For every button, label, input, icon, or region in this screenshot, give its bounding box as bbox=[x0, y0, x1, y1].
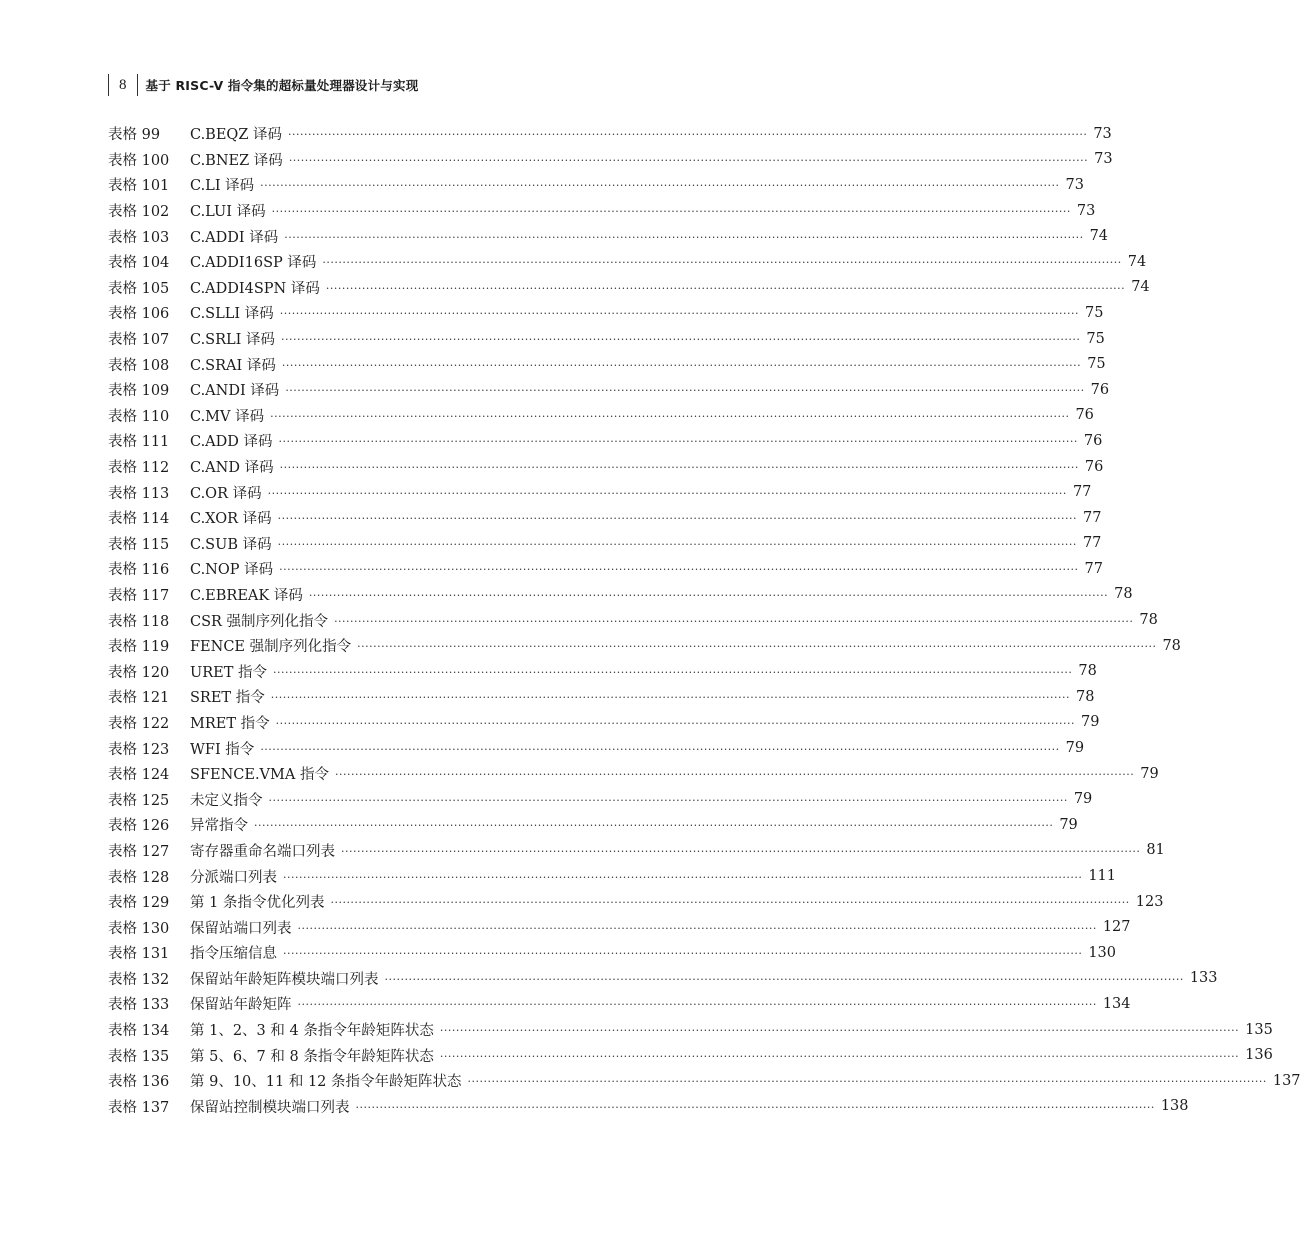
toc-entry-label: 表格 110 bbox=[108, 408, 170, 425]
toc-entry bbox=[108, 633, 1181, 659]
toc-entry-page: 136 bbox=[1245, 1047, 1273, 1064]
toc-entry-title: 保留站端口列表 bbox=[190, 920, 292, 937]
toc-entry-label: 表格 103 bbox=[108, 229, 170, 246]
dot-leader: ········································································································································································································ bbox=[355, 1100, 1155, 1114]
toc-entry-page: 76 bbox=[1083, 432, 1103, 449]
toc-entry-title: 保留站控制模块端口列表 bbox=[190, 1099, 350, 1116]
toc-entry-page: 76 bbox=[1084, 458, 1104, 475]
toc-entry-title: C.LUI 译码 bbox=[190, 204, 266, 221]
toc-entry-title: WFI 指令 bbox=[190, 741, 255, 758]
toc-entry-title: 第 1、2、3 和 4 条指令年龄矩阵状态 bbox=[190, 1023, 434, 1040]
dot-leader: ········································································································································································································ bbox=[283, 870, 1083, 884]
toc-entry bbox=[108, 198, 1096, 224]
toc-entry-label: 表格 100 bbox=[108, 152, 170, 169]
toc-entry-title: 指令压缩信息 bbox=[190, 946, 277, 963]
book-title: 基于 RISC-V 指令集的超标量处理器设计与实现 bbox=[145, 78, 419, 93]
toc-entry-title: C.SRAI 译码 bbox=[190, 357, 276, 374]
dot-leader: ········································································································································································································ bbox=[279, 563, 1079, 577]
toc-entry bbox=[108, 275, 1150, 301]
toc-entry-title: SRET 指令 bbox=[190, 690, 265, 707]
toc-entry-title: 异常指令 bbox=[190, 818, 248, 835]
header-rule-right bbox=[137, 74, 138, 96]
toc-entry-page: 79 bbox=[1140, 765, 1159, 782]
toc-entry-label: 表格 108 bbox=[108, 357, 170, 374]
toc-entry-title: C.NOP 译码 bbox=[190, 562, 274, 579]
toc-entry-page: 73 bbox=[1093, 125, 1112, 142]
toc-entry-label: 表格 105 bbox=[108, 280, 170, 297]
toc-entry-label: 表格 123 bbox=[108, 741, 170, 758]
toc-entry-title: C.XOR 译码 bbox=[190, 511, 272, 528]
toc-entry-label: 表格 134 bbox=[108, 1023, 170, 1040]
toc-entry-title: C.ADDI4SPN 译码 bbox=[190, 280, 320, 297]
toc-entry bbox=[108, 582, 1133, 608]
toc-entry-page: 74 bbox=[1127, 253, 1147, 270]
toc-entry bbox=[108, 607, 1158, 633]
toc-entry-page: 78 bbox=[1114, 586, 1133, 603]
toc-entry-label: 表格 119 bbox=[108, 639, 170, 656]
toc-entry-label: 表格 129 bbox=[108, 895, 170, 912]
dot-leader: ········································································································································································································ bbox=[322, 256, 1122, 270]
toc-entry-label: 表格 132 bbox=[108, 971, 170, 988]
toc-entry-label: 表格 114 bbox=[108, 511, 170, 528]
toc-entry bbox=[108, 812, 1078, 838]
toc-entry-label: 表格 118 bbox=[108, 613, 170, 630]
toc-entry-page: 73 bbox=[1065, 176, 1084, 193]
toc-entry-page: 130 bbox=[1088, 944, 1117, 961]
toc-entry bbox=[108, 1094, 1189, 1120]
toc-entry bbox=[108, 735, 1085, 761]
toc-entry-page: 79 bbox=[1065, 740, 1085, 757]
dot-leader: ········································································································································································································ bbox=[260, 742, 1060, 756]
dot-leader: ········································································································································································································ bbox=[334, 614, 1134, 628]
dot-leader: ········································································································································································································ bbox=[281, 358, 1082, 372]
toc-entry-label: 表格 137 bbox=[108, 1099, 170, 1116]
toc-entry-page: 77 bbox=[1084, 560, 1103, 577]
toc-entry-title: C.ADD 译码 bbox=[190, 434, 273, 451]
toc-entry-title: C.BEQZ 译码 bbox=[190, 127, 282, 144]
dot-leader: ········································································································································································································ bbox=[277, 537, 1077, 551]
toc-entry bbox=[108, 428, 1103, 454]
toc-entry-title: CSR 强制序列化指令 bbox=[190, 613, 329, 630]
toc-entry-page: 73 bbox=[1076, 202, 1096, 219]
toc-entry-page: 75 bbox=[1085, 304, 1104, 321]
toc-entry bbox=[108, 1068, 1301, 1094]
toc-entry-label: 表格 111 bbox=[108, 434, 170, 451]
toc-entry-title: 第 5、6、7 和 8 条指令年龄矩阵状态 bbox=[190, 1048, 434, 1065]
dot-leader: ········································································································································································································ bbox=[439, 1024, 1240, 1038]
toc-entry-title: 第 1 条指令优化列表 bbox=[190, 895, 325, 912]
toc-entry-title: 保留站年龄矩阵 bbox=[190, 997, 292, 1014]
toc-entry-page: 79 bbox=[1080, 714, 1100, 731]
toc-entry-label: 表格 116 bbox=[108, 562, 170, 579]
toc-entry-title: C.LI 译码 bbox=[190, 178, 255, 195]
toc-entry-page: 78 bbox=[1078, 663, 1097, 680]
dot-leader: ········································································································································································································ bbox=[279, 307, 1080, 321]
toc-entry-title: C.SLLI 译码 bbox=[190, 306, 274, 323]
toc-entry-label: 表格 107 bbox=[108, 332, 170, 349]
toc-entry-title: C.OR 译码 bbox=[190, 485, 262, 502]
toc-entry bbox=[108, 172, 1084, 198]
toc-entry-page: 81 bbox=[1146, 842, 1165, 859]
toc-entry-label: 表格 109 bbox=[108, 383, 170, 400]
toc-entry-page: 134 bbox=[1102, 995, 1131, 1012]
toc-entry bbox=[108, 761, 1159, 787]
toc-entry-title: MRET 指令 bbox=[190, 715, 270, 732]
toc-entry-page: 127 bbox=[1102, 919, 1131, 936]
toc-entry-label: 表格 117 bbox=[108, 587, 170, 604]
header-rule-left bbox=[108, 74, 109, 96]
toc-entry bbox=[108, 249, 1147, 275]
dot-leader: ········································································································································································································ bbox=[325, 281, 1126, 295]
dot-leader: ········································································································································································································ bbox=[384, 972, 1184, 986]
toc-entry bbox=[108, 1017, 1273, 1043]
toc-entry bbox=[108, 710, 1100, 736]
toc-entry bbox=[108, 940, 1117, 966]
dot-leader: ········································································································································································································ bbox=[279, 461, 1079, 475]
toc-entry-label: 表格 104 bbox=[108, 255, 170, 272]
toc-entry bbox=[108, 147, 1113, 173]
toc-entry-page: 137 bbox=[1272, 1072, 1301, 1089]
toc-entry-page: 133 bbox=[1189, 970, 1218, 987]
toc-entry-page: 111 bbox=[1088, 868, 1117, 885]
toc-entry-label: 表格 106 bbox=[108, 306, 170, 323]
dot-leader: ········································································································································································································ bbox=[277, 512, 1077, 526]
toc-entry-label: 表格 101 bbox=[108, 178, 170, 195]
toc-entry-label: 表格 136 bbox=[108, 1074, 170, 1091]
toc-entry bbox=[108, 914, 1131, 940]
toc-entry-label: 表格 127 bbox=[108, 843, 170, 860]
toc-entry-label: 表格 121 bbox=[108, 690, 170, 707]
toc-entry bbox=[108, 403, 1094, 429]
toc-entry-title: C.EBREAK 译码 bbox=[190, 587, 303, 604]
toc-entry bbox=[108, 658, 1097, 684]
toc-entry-label: 表格 112 bbox=[108, 460, 170, 477]
toc-entry bbox=[108, 966, 1218, 992]
toc-entry-page: 77 bbox=[1082, 535, 1102, 552]
dot-leader: ········································································································································································································ bbox=[281, 333, 1081, 347]
toc-entry-page: 73 bbox=[1094, 151, 1113, 168]
toc-entry bbox=[108, 556, 1103, 582]
toc-entry bbox=[108, 300, 1104, 326]
toc-entry-page: 74 bbox=[1089, 228, 1109, 245]
dot-leader: ········································································································································································································ bbox=[273, 665, 1073, 679]
toc-entry-title: C.BNEZ 译码 bbox=[190, 152, 283, 169]
dot-leader: ········································································································································································································ bbox=[439, 1049, 1240, 1063]
toc-entry-title: 分派端口列表 bbox=[190, 869, 277, 886]
toc-entry bbox=[108, 889, 1164, 915]
toc-entry-page: 77 bbox=[1083, 509, 1102, 526]
dot-leader: ········································································································································································································ bbox=[268, 793, 1068, 807]
toc-entry bbox=[108, 863, 1117, 889]
toc-entry bbox=[108, 684, 1095, 710]
toc-entry-title: C.ADDI 译码 bbox=[190, 229, 279, 246]
toc-entry-title: C.MV 译码 bbox=[190, 408, 265, 425]
table-of-tables bbox=[108, 121, 1301, 1119]
toc-entry-label: 表格 99 bbox=[108, 127, 161, 144]
running-header bbox=[108, 72, 418, 98]
toc-entry-label: 表格 102 bbox=[108, 204, 170, 221]
toc-entry-title: URET 指令 bbox=[190, 664, 268, 681]
toc-entry-page: 123 bbox=[1135, 893, 1164, 910]
toc-entry-page: 77 bbox=[1072, 484, 1092, 501]
dot-leader: ········································································································································································································ bbox=[254, 819, 1054, 833]
dot-leader: ········································································································································································································ bbox=[270, 691, 1071, 705]
toc-entry-title: C.ADDI16SP 译码 bbox=[190, 255, 317, 272]
toc-entry-title: C.SRLI 译码 bbox=[190, 332, 276, 349]
toc-entry-page: 74 bbox=[1131, 279, 1150, 296]
dot-leader: ········································································································································································································ bbox=[270, 409, 1070, 423]
toc-entry bbox=[108, 531, 1102, 557]
toc-entry bbox=[108, 505, 1102, 531]
toc-entry-label: 表格 120 bbox=[108, 664, 170, 681]
toc-entry-label: 表格 126 bbox=[108, 818, 170, 835]
toc-entry-page: 135 bbox=[1245, 1021, 1273, 1038]
toc-entry bbox=[108, 838, 1165, 864]
toc-entry bbox=[108, 377, 1110, 403]
toc-entry-page: 78 bbox=[1076, 688, 1095, 705]
toc-entry-title: 未定义指令 bbox=[190, 792, 263, 809]
toc-entry-label: 表格 133 bbox=[108, 997, 170, 1014]
dot-leader: ········································································································································································································ bbox=[288, 153, 1089, 167]
toc-entry-title: C.ANDI 译码 bbox=[190, 383, 280, 400]
dot-leader: ········································································································································································································ bbox=[297, 998, 1097, 1012]
dot-leader: ········································································································································································································ bbox=[288, 128, 1088, 142]
toc-entry-title: C.SUB 译码 bbox=[190, 536, 272, 553]
toc-entry-label: 表格 135 bbox=[108, 1048, 170, 1065]
dot-leader: ········································································································································································································ bbox=[285, 384, 1085, 398]
toc-entry-label: 表格 128 bbox=[108, 869, 170, 886]
toc-entry bbox=[108, 121, 1112, 147]
dot-leader: ········································································································································································································ bbox=[341, 844, 1141, 858]
toc-entry-title: FENCE 强制序列化指令 bbox=[190, 639, 352, 656]
toc-entry-page: 79 bbox=[1059, 816, 1078, 833]
dot-leader: ········································································································································································································ bbox=[467, 1075, 1267, 1089]
dot-leader: ········································································································································································································ bbox=[271, 205, 1071, 219]
toc-entry-page: 75 bbox=[1086, 330, 1105, 347]
dot-leader: ········································································································································································································ bbox=[267, 486, 1067, 500]
dot-leader: ········································································································································································································ bbox=[284, 230, 1084, 244]
dot-leader: ········································································································································································································ bbox=[357, 640, 1157, 654]
dot-leader: ········································································································································································································ bbox=[283, 947, 1083, 961]
toc-entry-page: 76 bbox=[1075, 407, 1094, 424]
dot-leader: ········································································································································································································ bbox=[297, 921, 1097, 935]
dot-leader: ········································································································································································································ bbox=[308, 588, 1109, 602]
toc-entry-label: 表格 115 bbox=[108, 536, 170, 553]
toc-entry-title: SFENCE.VMA 指令 bbox=[190, 767, 329, 784]
toc-entry-title: 第 9、10、11 和 12 条指令年龄矩阵状态 bbox=[190, 1074, 462, 1091]
toc-entry-page: 78 bbox=[1139, 612, 1158, 629]
dot-leader: ········································································································································································································ bbox=[334, 768, 1135, 782]
dot-leader: ········································································································································································································ bbox=[275, 716, 1075, 730]
toc-entry-label: 表格 113 bbox=[108, 485, 170, 502]
toc-entry bbox=[108, 454, 1104, 480]
toc-entry-label: 表格 130 bbox=[108, 920, 170, 937]
toc-entry-label: 表格 125 bbox=[108, 792, 170, 809]
toc-entry-label: 表格 131 bbox=[108, 946, 170, 963]
toc-entry-page: 138 bbox=[1160, 1098, 1189, 1115]
toc-entry-page: 79 bbox=[1073, 791, 1093, 808]
toc-entry-label: 表格 124 bbox=[108, 767, 170, 784]
toc-entry-title: C.AND 译码 bbox=[190, 460, 274, 477]
toc-entry-title: 保留站年龄矩阵模块端口列表 bbox=[190, 971, 379, 988]
toc-entry bbox=[108, 351, 1106, 377]
toc-entry bbox=[108, 1042, 1273, 1068]
toc-entry bbox=[108, 991, 1131, 1017]
toc-entry bbox=[108, 479, 1092, 505]
toc-entry bbox=[108, 786, 1093, 812]
toc-entry-page: 75 bbox=[1087, 356, 1106, 373]
toc-entry-label: 表格 122 bbox=[108, 715, 170, 732]
toc-entry bbox=[108, 223, 1109, 249]
page-number: 8 bbox=[119, 76, 127, 93]
toc-entry bbox=[108, 326, 1105, 352]
dot-leader: ········································································································································································································ bbox=[278, 435, 1078, 449]
toc-entry-title: 寄存器重命名端口列表 bbox=[190, 843, 335, 860]
toc-entry-page: 76 bbox=[1090, 381, 1110, 398]
dot-leader: ········································································································································································································ bbox=[330, 896, 1130, 910]
dot-leader: ········································································································································································································ bbox=[260, 179, 1060, 193]
toc-entry-page: 78 bbox=[1162, 637, 1181, 654]
